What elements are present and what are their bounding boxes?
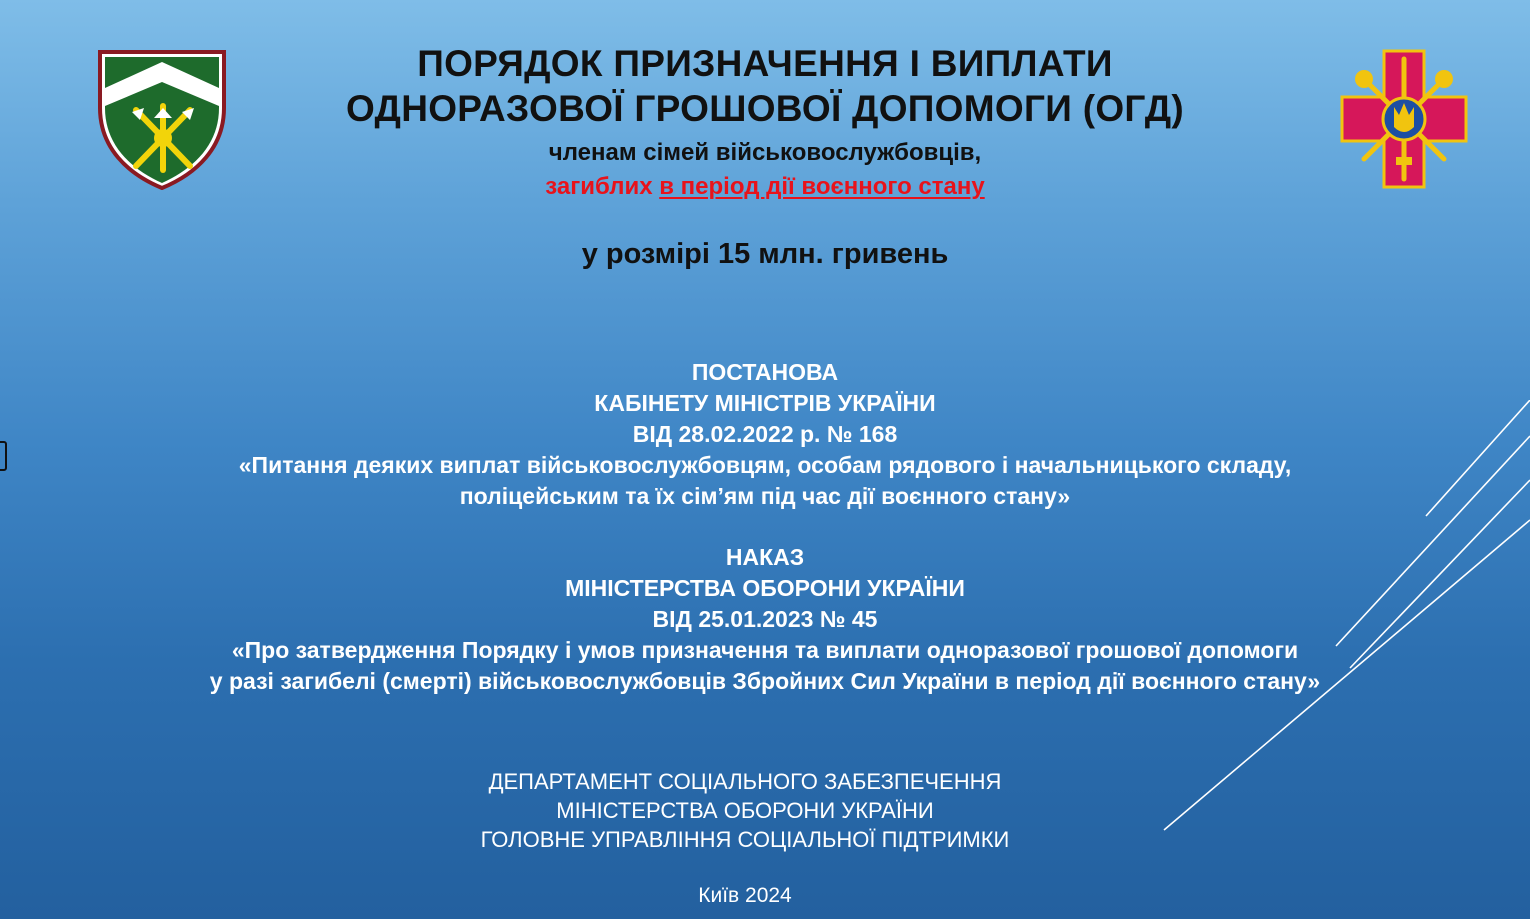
city-year-block [0, 884, 1510, 908]
resolution-type: ПОСТАНОВА [691, 359, 839, 385]
resolution-title-line-2: поліцейським та їх сім’ям під час дії воєнного стану» [459, 483, 1071, 509]
resolution-issuer: КАБІНЕТУ МІНІСТРІВ УКРАЇНИ [594, 390, 936, 416]
order-block [0, 542, 1530, 697]
order-type: НАКАЗ [725, 544, 805, 570]
department-line-3: ГОЛОВНЕ УПРАВЛІННЯ СОЦІАЛЬНОЇ ПІДТРИМКИ [480, 827, 1010, 852]
title-line-2: ОДНОРАЗОВОЇ ГРОШОВОЇ ДОПОМОГИ (ОГД) [345, 88, 1185, 129]
resolution-block [0, 357, 1530, 512]
order-title-line-1: «Про затвердження Порядку і умов призначення та виплати одноразової грошової допомоги [231, 637, 1299, 663]
resolution-date-number: ВІД 28.02.2022 р. № 168 [632, 421, 898, 447]
title-line-1: ПОРЯДОК ПРИЗНАЧЕННЯ І ВИПЛАТИ [417, 43, 1113, 84]
department-line-2: МІНІСТЕРСТВА ОБОРОНИ УКРАЇНИ [556, 798, 934, 823]
department-line-1: ДЕПАРТАМЕНТ СОЦІАЛЬНОГО ЗАБЕЗПЕЧЕННЯ [488, 769, 1002, 794]
amount-heading [0, 238, 1530, 271]
resolution-title-line-1: «Питання деяких виплат військовослужбовцям, особам рядового і начальницького складу, [238, 452, 1292, 478]
subtitle-red-text: загиблих [545, 173, 653, 200]
order-date-number: ВІД 25.01.2023 № 45 [652, 606, 878, 632]
order-issuer: МІНІСТЕРСТВА ОБОРОНИ УКРАЇНИ [565, 575, 965, 601]
subtitle-underlined-text: в період дії воєнного стану [659, 173, 985, 200]
slide-title [0, 41, 1530, 131]
subtitle-line-2 [0, 170, 1530, 204]
amount-text: у розмірі 15 млн. гривень [581, 238, 949, 270]
department-block [0, 767, 1510, 854]
city-year: Київ 2024 [698, 884, 792, 907]
slide-subtitle [0, 136, 1530, 204]
order-title-line-2: у разі загибелі (смерті) військовослужбовців Збройних Сил України в період дії воєнного стану» [209, 668, 1321, 694]
subtitle-line-1: членам сімей військовослужбовців, [548, 139, 982, 166]
